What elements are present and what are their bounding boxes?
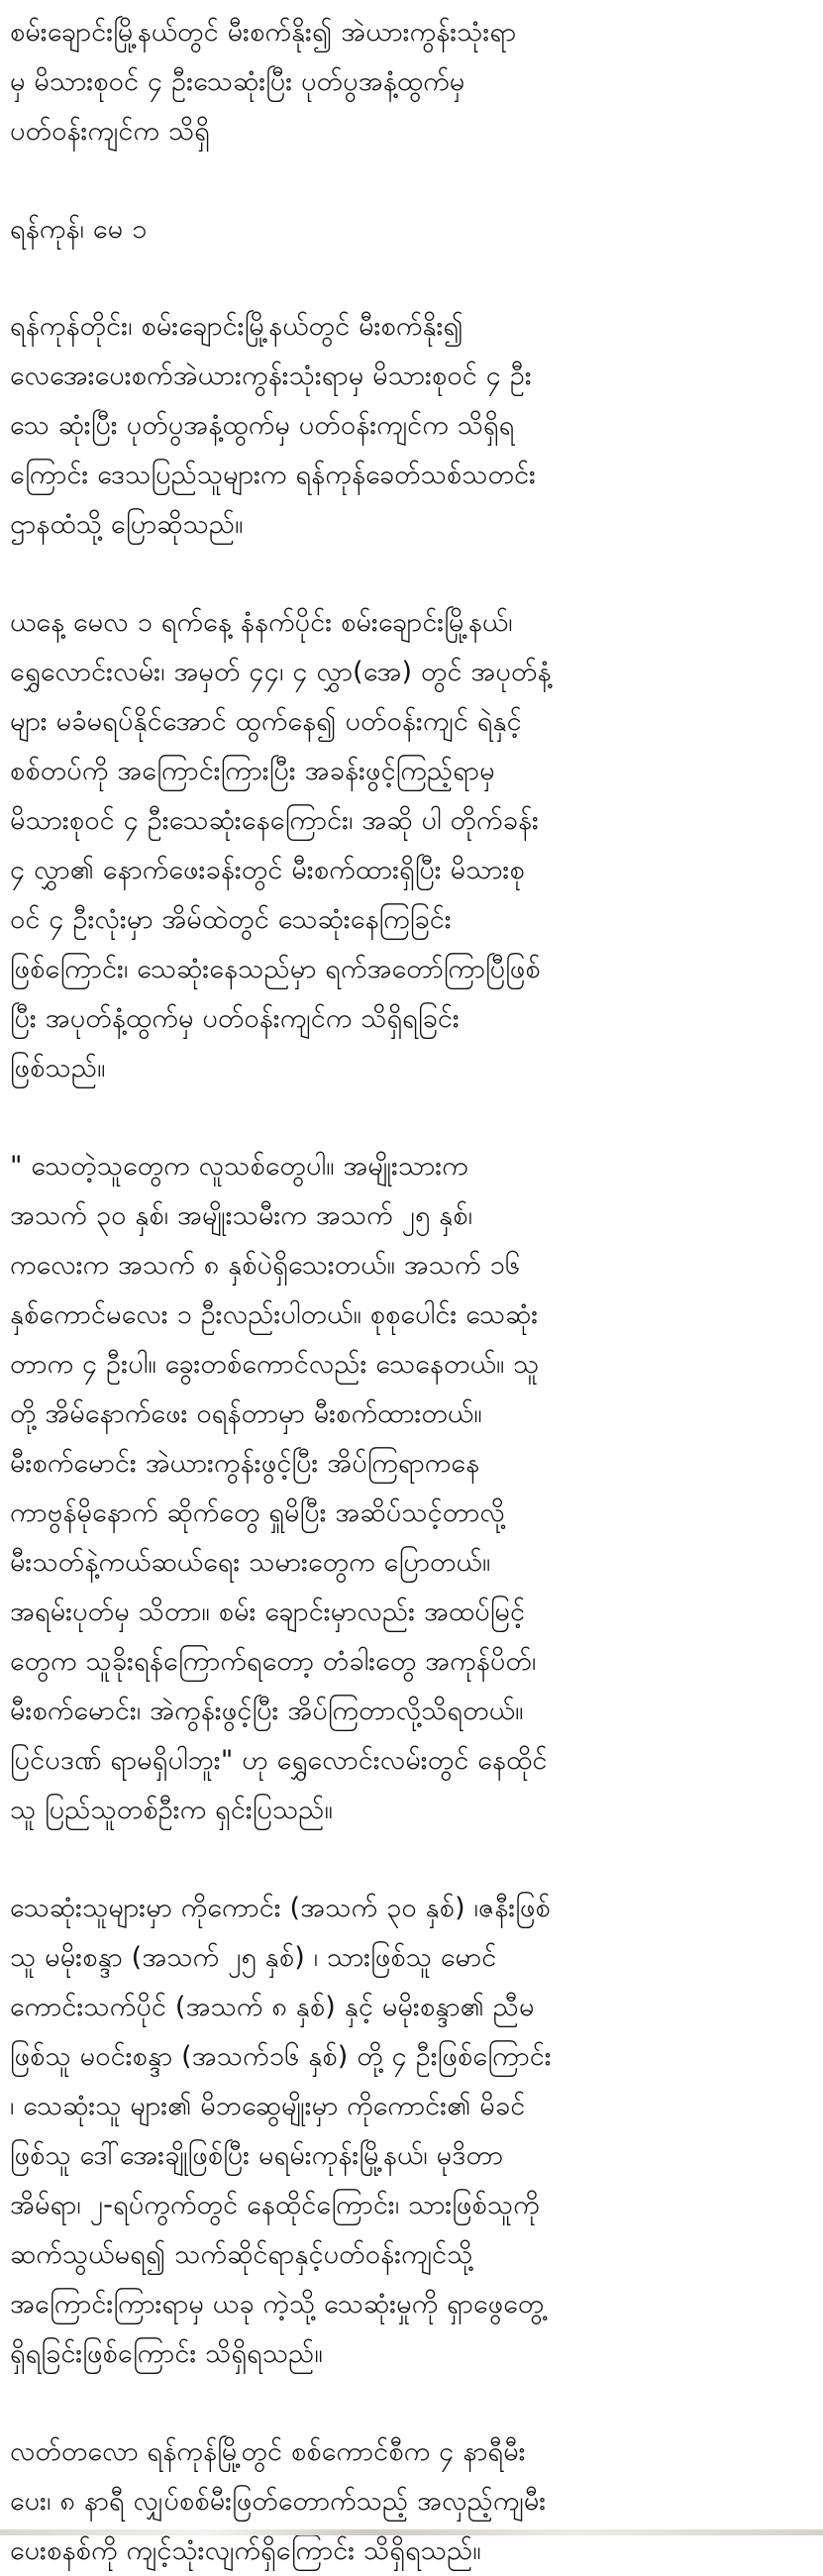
article-paragraph: သေဆုံးသူများမှာ ကိုကောင်း (အသက် ၃၀ နှစ်) ၊ဇနီးဖြစ် သူ မမိုးစန္ဒာ (အသက် ၂၅ နှစ်) ၊ သားဖြစ်သူ မောင် ကောင်းသက်ပိုင် (အသက် ၈ နှစ်) နှင့် မမိုးစန္ဒာ၏ ညီမ ဖြစ်သူ မဝင်းစန္ဒာ (အသက်၁၆ နှစ်) တို့ ၄ ဦးဖြစ်ကြောင်း ၊ သေဆုံးသူ များ၏ မိဘဆွေမျိုးမှာ ကိုကောင်း၏ မိခင် ဖြစ်သူ ဒေါ်အေးချိုဖြစ်ပြီး မရမ်းကုန်းမြို့နယ်၊ မုဒိတာ အိမ်ရာ၊ ၂-ရပ်ကွက်တွင် နေထိုင်ကြောင်း၊ သားဖြစ်သူကို ဆက်သွယ်မရ၍ သက်ဆိုင်ရာနှင့်ပတ်ဝန်းကျင်သို့ အကြောင်းကြားရာမှ ယခု ကဲ့သို့ သေဆုံးမှုကို ရှာဖွေတွေ့ ရှိရခြင်းဖြစ်ကြောင်း သိရှိရသည်။ bbox=[10, 1893, 552, 2369]
article-headline: စမ်းချောင်းမြို့နယ်တွင် မီးစက်နိုး၍ အဲယားကွန်းသုံးရာ မှ မိသားစုဝင် ၄ ဦးသေဆုံးပြီး ပုတ်ပွအနံ့ထွက်မှ ပတ်ဝန်းကျင်က သိရှိ bbox=[10, 17, 517, 147]
article-body bbox=[10, 8, 814, 2576]
article-paragraph: ရန်ကုန်တိုင်း၊ စမ်းချောင်းမြို့နယ်တွင် မီးစက်နိုး၍ လေအေးပေးစက်အဲယားကွန်းသုံးရာမှ မိသားစုဝင် ၄ ဦး သေ ဆုံးပြီး ပုတ်ပွအနံ့ထွက်မှ ပတ်ဝန်းကျင်က သိရှိရ ကြောင်း ဒေသပြည်သူများက ရန်ကုန်ခေတ်သစ်သတင်း ဌာနထံသို့ ပြောဆိုသည်။ bbox=[10, 311, 537, 540]
article-paragraph: လတ်တလော ရန်ကုန်မြို့တွင် စစ်ကောင်စီက ၄ နာရီမီး ပေး၊ ၈ နာရီ လျှပ်စစ်မီးဖြတ်တောက်သည့် အလှည့်ကျမီး ပေးစနစ်ကို ကျင့်သုံးလျက်ရှိကြောင်း သိရှိရသည်။ bbox=[10, 2436, 547, 2566]
bottom-image-edge bbox=[0, 2529, 823, 2535]
article-paragraph: ယနေ့ မေလ ၁ ရက်နေ့ နံနက်ပိုင်း စမ်းချောင်းမြို့နယ်၊ ရွှေလောင်းလမ်း၊ အမှတ် ၄၄၊ ၄ လွှာ(အေ) တွင် အပုတ်နံ့ များ မခံမရပ်နိုင်အောင် ထွက်နေ၍ ပတ်ဝန်းကျင် ရဲနှင့် စစ်တပ်ကို အကြောင်းကြားပြီး အခန်းဖွင့်ကြည့်ရာမှ မိသားစုဝင် ၄ ဦးသေဆုံးနေကြောင်း၊ အဆို ပါ တိုက်ခန်း ၄ လွှာ၏ နောက်ဖေးခန်းတွင် မီးစက်ထားရှိပြီး မိသားစု ဝင် ၄ ဦးလုံးမှာ အိမ်ထဲတွင် သေဆုံးနေကြခြင်း ဖြစ်ကြောင်း၊ သေဆုံးနေသည်မှာ ရက်အတော်ကြာပြီဖြစ် ပြီး အပုတ်နံ့ထွက်မှ ပတ်ဝန်းကျင်က သိရှိရခြင်း ဖြစ်သည်။ bbox=[10, 607, 552, 1083]
article-paragraph: " သေတဲ့သူတွေက လူသစ်တွေပါ။ အမျိုးသားက အသက် ၃၀ နှစ်၊ အမျိုးသမီးက အသက် ၂၅ နှစ်၊ ကလေးက အသက် ၈ နှစ်ပဲရှိသေးတယ်။ အသက် ၁၆ နှစ်ကောင်မလေး ၁ ဦးလည်းပါတယ်။ စုစုပေါင်း သေဆုံး တာက ၄ ဦးပါ။ ခွေးတစ်ကောင်လည်း သေနေတယ်။ သူ တို့ အိမ်နောက်ဖေး ဝရန်တာမှာ မီးစက်ထားတယ်။ မီးစက်မောင်း အဲယားကွန်းဖွင့်ပြီး အိပ်ကြရာကနေ ကာဗွန်မိုနောက် ဆိုက်တွေ ရှူမိပြီး အဆိပ်သင့်တာလို့ မီးသတ်နဲ့ကယ်ဆယ်ရေး သမားတွေက ပြောတယ်။ အရမ်းပုတ်မှ သိတာ။ စမ်း ချောင်းမှာလည်း အထပ်မြင့် တွေက သူခိုးရန်ကြောက်ရတော့ တံခါးတွေ အကုန်ပိတ်၊ မီးစက်မောင်း၊ အဲကွန်းဖွင့်ပြီး အိပ်ကြတာလို့သိရတယ်။ ပြင်ပဒဏ် ရာမရှိပါဘူး" ဟု ရွှေလောင်းလမ်းတွင် နေထိုင် သူ ပြည်သူတစ်ဦးက ရှင်းပြသည်။ bbox=[10, 1151, 548, 1825]
article-dateline: ရန်ကုန်၊ မေ ၁ bbox=[10, 214, 148, 245]
